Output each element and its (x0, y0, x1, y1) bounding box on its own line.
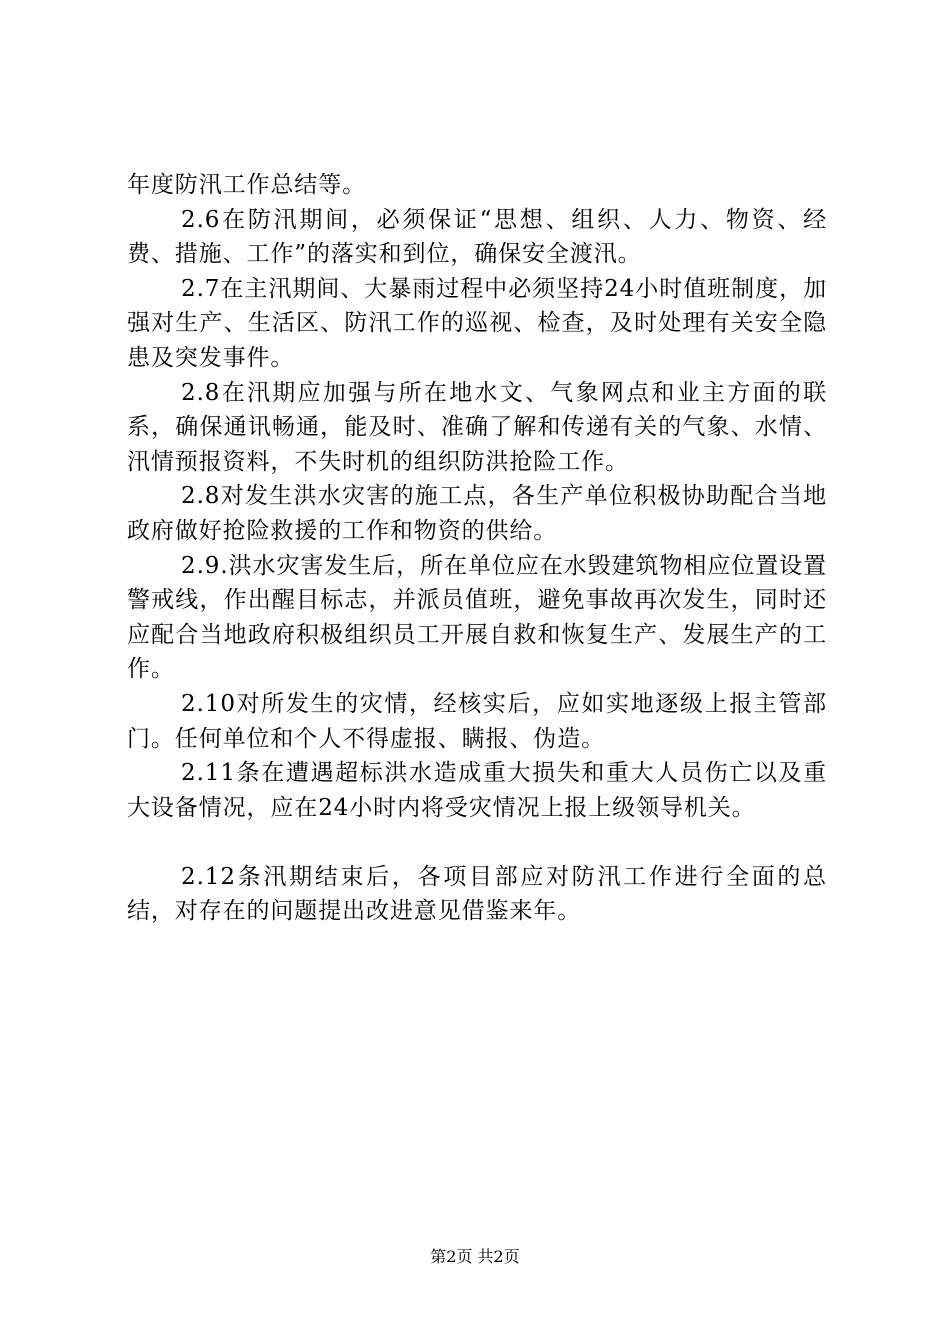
paragraph-2-6: 2.6在防汛期间，必须保证“思想、组织、人力、物资、经费、措施、工作”的落实和到位，确保安全渡汛。 (127, 206, 827, 268)
paragraph-2-9: 2.9.洪水灾害发生后，所在单位应在水毁建筑物相应位置设置警戒线，作出醒目标志，并派员值班，避免事故再次发生，同时还应配合当地政府积极组织员工开展自救和恢复生产、发展生产的工作。 (127, 552, 827, 683)
paragraph-2-10: 2.10对所发生的灾情，经核实后，应如实地逐级上报主管部门。任何单位和个人不得虚报、瞒报、伪造。 (127, 690, 827, 752)
paragraph-2-7: 2.7在主汛期间、大暴雨过程中必须坚持24小时值班制度，加强对生产、生活区、防汛工作的巡视、检查，及时处理有关安全隐患及突发事件。 (127, 275, 827, 371)
page-footer: 第2页 共2页 (430, 1247, 520, 1266)
paragraph-continuation: 年度防汛工作总结等。 (127, 172, 366, 198)
document-body (127, 168, 827, 929)
paragraph-2-8-a: 2.8在汛期应加强与所在地水文、气象网点和业主方面的联系，确保通讯畅通，能及时、准确了解和传递有关的气象、水情、汛情预报资料，不失时机的组织防洪抢险工作。 (127, 379, 827, 475)
paragraph-2-12: 2.12条汛期结束后，各项目部应对防汛工作进行全面的总结，对存在的问题提出改进意见借鉴来年。 (127, 863, 827, 925)
paragraph-2-11: 2.11条在遭遇超标洪水造成重大损失和重大人员伤亡以及重大设备情况，应在24小时内将受灾情况上报上级领导机关。 (127, 760, 827, 821)
paragraph-2-8-b: 2.8对发生洪水灾害的施工点，各生产单位积极协助配合当地政府做好抢险救援的工作和物资的供给。 (127, 483, 827, 544)
